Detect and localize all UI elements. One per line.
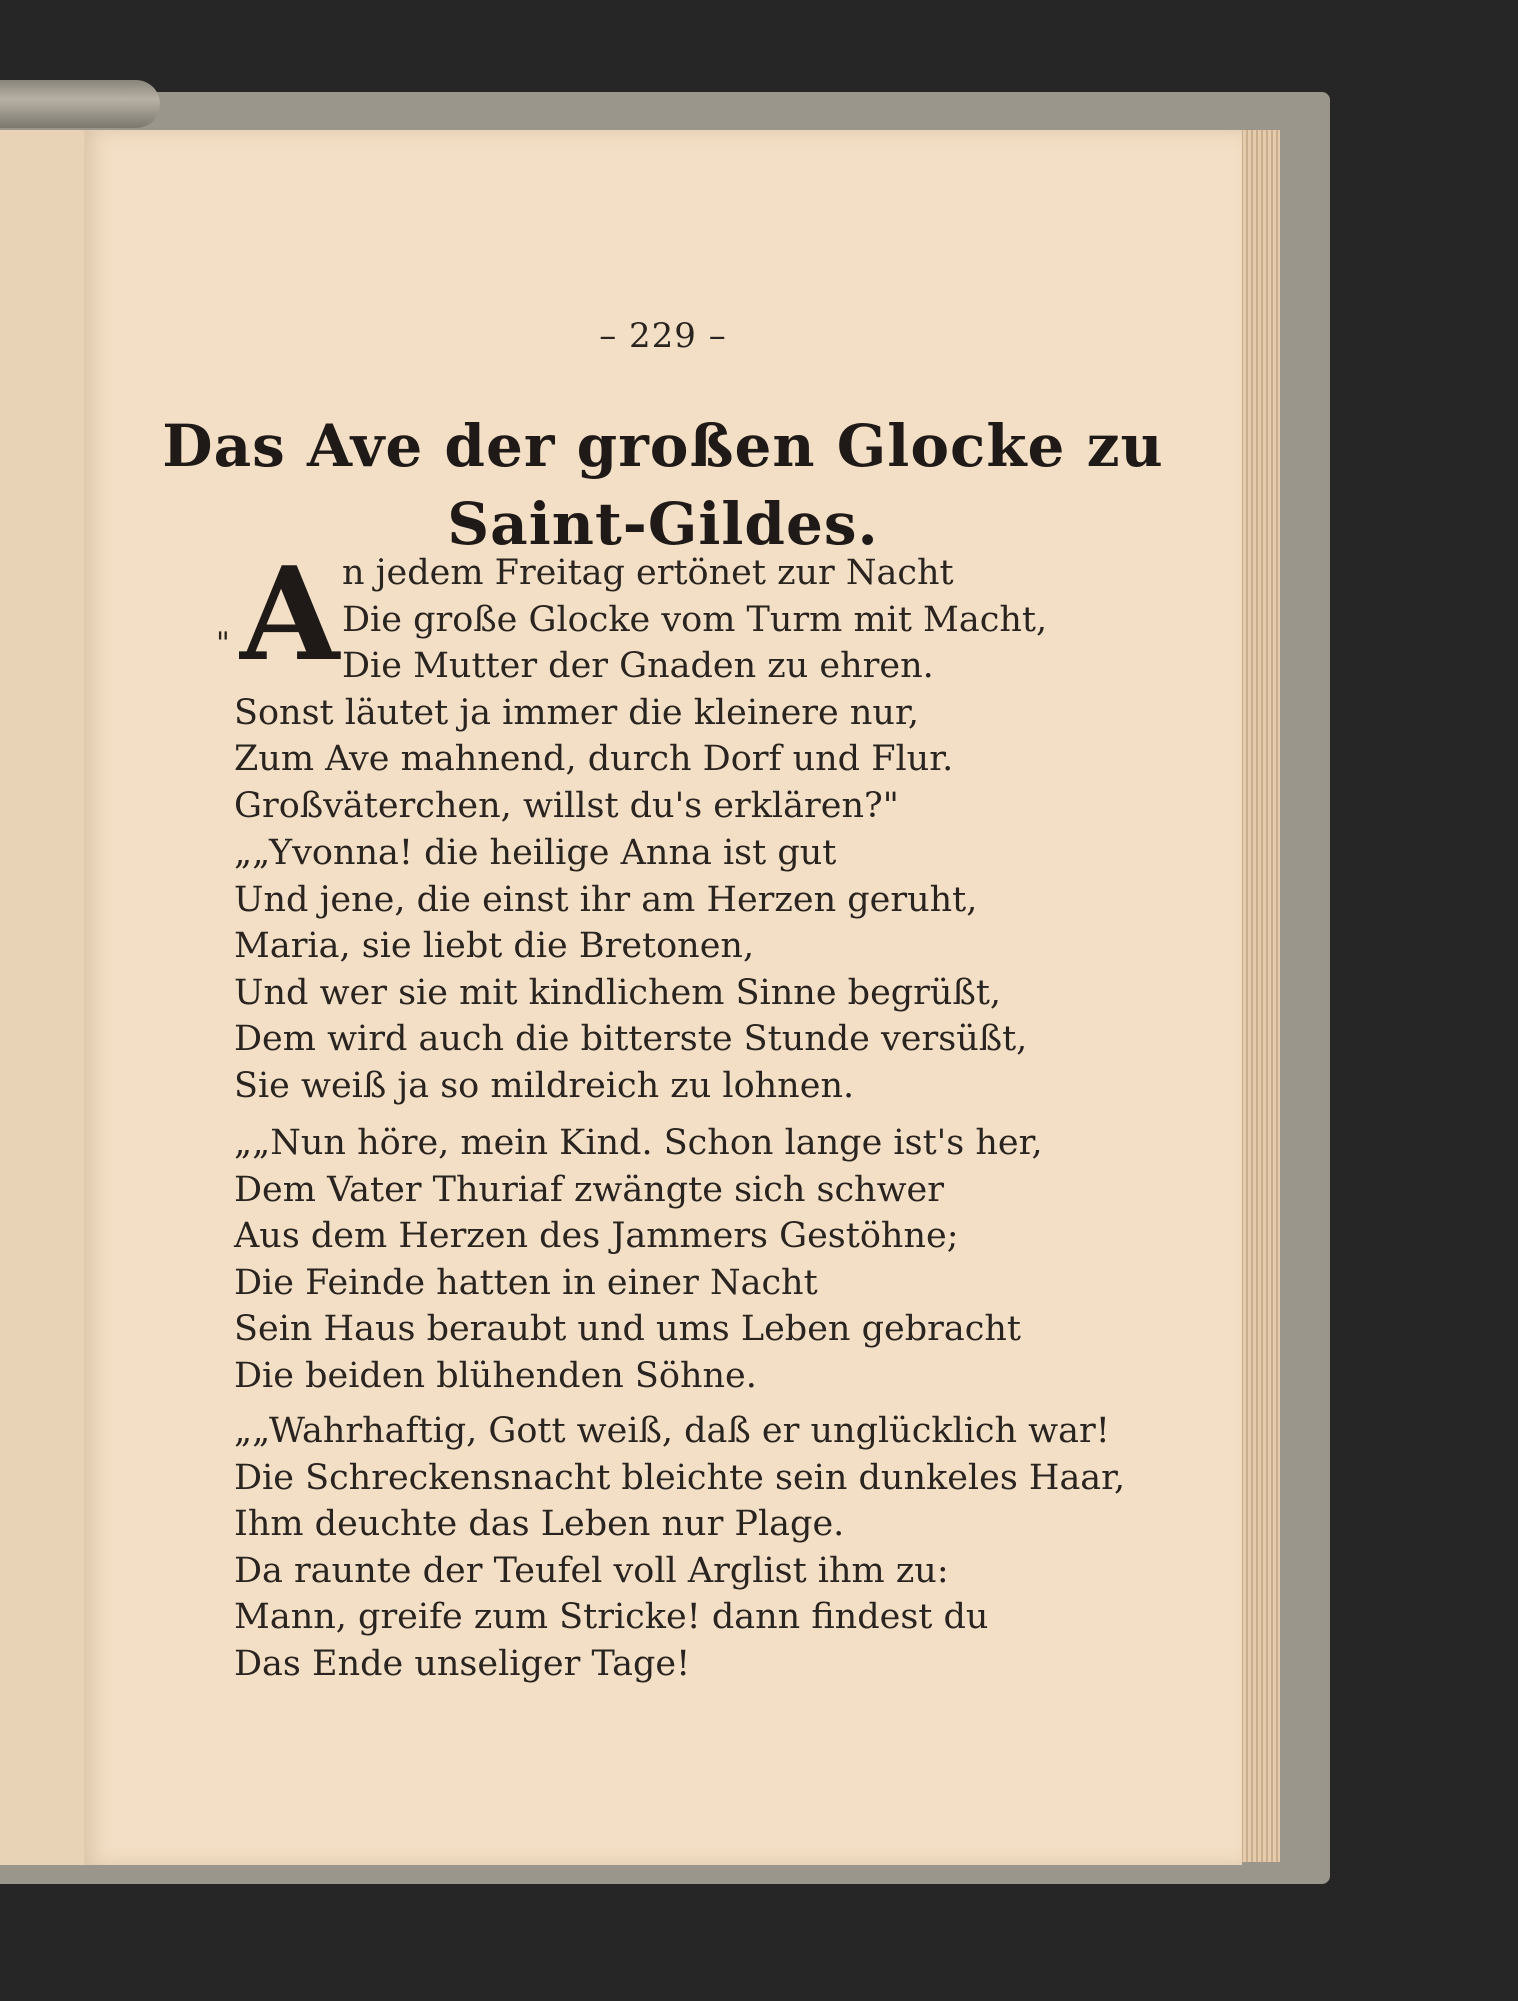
poem-line: Maria, sie liebt die Bretonen,	[234, 926, 755, 966]
poem-line: „„Nun höre, mein Kind. Schon lange ist's her,	[234, 1123, 1043, 1163]
stanza-1	[216, 540, 1134, 829]
poem-title-line-2: Saint-Gildes.	[447, 490, 879, 558]
dropcap-letter: A	[240, 540, 340, 690]
poem-line: „„Wahrhaftig, Gott weiß, daß er unglücklich war!	[234, 1411, 1110, 1451]
poem-line: Die Schreckensnacht bleichte sein dunkeles Haar,	[234, 1457, 1126, 1498]
poem-line: Da raunte der Teufel voll Arglist ihm zu:	[234, 1550, 949, 1591]
stanza-2	[234, 830, 1134, 1109]
bookmark-ribbon	[0, 80, 160, 128]
poem-line: Sonst läutet ja immer die kleinere nur,	[234, 692, 919, 733]
poem-line: Und jene, die einst ihr am Herzen geruht,	[234, 879, 978, 920]
poem-line: Sein Haus beraubt und ums Leben gebracht	[234, 1309, 1021, 1349]
poem-line: Dem wird auch die bitterste Stunde versüßt,	[234, 1019, 1028, 1059]
poem-line: Großväterchen, willst du's erklären?"	[234, 785, 899, 826]
poem-line: Mann, greife zum Stricke! dann findest du	[234, 1597, 989, 1637]
poem-title-line-1: Das Ave der großen Glocke zu	[162, 412, 1164, 480]
poem-line: n jedem Freitag ertönet zur Nacht	[342, 553, 954, 593]
poem-line: Die Feinde hatten in einer Nacht	[234, 1262, 818, 1303]
poem-line: Zum Ave mahnend, durch Dorf und Flur.	[234, 739, 954, 779]
opening-quote-mark: "	[216, 626, 230, 661]
stanza-4	[234, 1408, 1134, 1687]
left-page-edge	[0, 130, 88, 1865]
poem-line: Die große Glocke vom Turm mit Macht,	[342, 599, 1048, 640]
poem-line: Und wer sie mit kindlichem Sinne begrüßt,	[234, 972, 1002, 1013]
poem-line: Ihm deuchte das Leben nur Plage.	[234, 1504, 845, 1544]
page-edges	[1238, 130, 1280, 1862]
poem-line: Die beiden blühenden Söhne.	[234, 1355, 757, 1396]
poem-line: „„Yvonna! die heilige Anna ist gut	[234, 833, 837, 873]
stanza-3	[234, 1120, 1134, 1399]
poem-line: Dem Vater Thuriaf zwängte sich schwer	[234, 1169, 944, 1210]
book-page	[84, 130, 1242, 1865]
poem-line: Das Ende unseliger Tage!	[234, 1643, 691, 1684]
page-number: – 229 –	[599, 316, 727, 356]
poem-line: Die Mutter der Gnaden zu ehren.	[342, 646, 934, 686]
poem-line: Sie weiß ja so mildreich zu lohnen.	[234, 1065, 855, 1106]
poem-line: Aus dem Herzen des Jammers Gestöhne;	[234, 1216, 959, 1256]
